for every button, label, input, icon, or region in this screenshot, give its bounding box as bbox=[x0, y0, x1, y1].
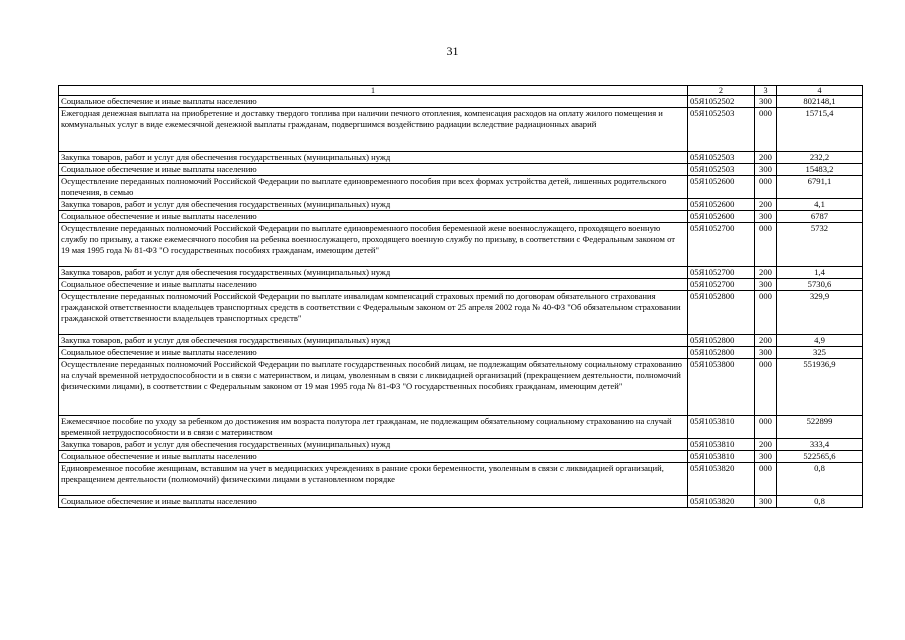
row-amount-cell: 15715,4 bbox=[777, 108, 863, 152]
table-row bbox=[59, 211, 863, 223]
page-number: 31 bbox=[446, 44, 459, 58]
row-name-cell: Закупка товаров, работ и услуг для обеспечения государственных (муниципальных) нужд bbox=[59, 439, 688, 451]
table-row bbox=[59, 223, 863, 267]
row-amount-cell: 4,9 bbox=[777, 335, 863, 347]
row-amount-cell: 522899 bbox=[777, 416, 863, 439]
row-expense-type-cell: 000 bbox=[755, 463, 777, 496]
table-row bbox=[59, 335, 863, 347]
row-amount-cell: 232,2 bbox=[777, 152, 863, 164]
table-row bbox=[59, 152, 863, 164]
row-expense-type-cell: 200 bbox=[755, 152, 777, 164]
table-row bbox=[59, 463, 863, 496]
row-name-cell: Ежемесячное пособие по уходу за ребенком до достижения им возраста полутора лет гражданам, не подлежащим обязательному социальному страхованию на случай временной нетрудоспособности и в связи с материнством bbox=[59, 416, 688, 439]
row-code-cell: 05Я1053820 bbox=[688, 496, 755, 508]
row-code-cell: 05Я1052503 bbox=[688, 152, 755, 164]
row-code-cell: 05Я1052502 bbox=[688, 96, 755, 108]
row-amount-cell: 522565,6 bbox=[777, 451, 863, 463]
row-expense-type-cell: 200 bbox=[755, 267, 777, 279]
column-header-expense-type: 3 bbox=[755, 86, 777, 96]
header-row bbox=[59, 86, 863, 96]
row-expense-type-cell: 300 bbox=[755, 211, 777, 223]
table-row bbox=[59, 279, 863, 291]
row-code-cell: 05Я1053810 bbox=[688, 439, 755, 451]
table-row bbox=[59, 291, 863, 335]
row-expense-type-cell: 000 bbox=[755, 176, 777, 199]
table-row bbox=[59, 164, 863, 176]
column-header-amount: 4 bbox=[777, 86, 863, 96]
row-name-cell: Закупка товаров, работ и услуг для обеспечения государственных (муниципальных) нужд bbox=[59, 152, 688, 164]
row-amount-cell: 5730,6 bbox=[777, 279, 863, 291]
row-amount-cell: 15483,2 bbox=[777, 164, 863, 176]
table-row bbox=[59, 347, 863, 359]
row-code-cell: 05Я1052800 bbox=[688, 291, 755, 335]
row-amount-cell: 333,4 bbox=[777, 439, 863, 451]
row-code-cell: 05Я1052503 bbox=[688, 164, 755, 176]
row-expense-type-cell: 300 bbox=[755, 96, 777, 108]
row-amount-cell: 6791,1 bbox=[777, 176, 863, 199]
row-name-cell: Ежегодная денежная выплата на приобретение и доставку твердого топлива при наличии печного отопления, компенсация расходов на оплату жилого помещения и коммунальных услуг в виде ежемесячной денежной выплаты гражданам, подвергшимся воздействию радиации вследствие радиационных аварий bbox=[59, 108, 688, 152]
row-amount-cell: 551936,9 bbox=[777, 359, 863, 416]
row-code-cell: 05Я1052600 bbox=[688, 211, 755, 223]
table-row bbox=[59, 416, 863, 439]
row-name-cell: Осуществление переданных полномочий Российской Федерации по выплате государственных пособий лицам, не подлежащим обязательному социальному страхованию на случай временной нетрудоспособности и в связи с материнством, и лицам, уволенным в связи с ликвидацией организаций (прекращением деятельности, полномочий физическими лицами), в соответствии с Федеральным законом от 19 мая 1995 года № 81-ФЗ "О государственных пособиях гражданам, имеющим детей" bbox=[59, 359, 688, 416]
row-code-cell: 05Я1052700 bbox=[688, 267, 755, 279]
row-expense-type-cell: 000 bbox=[755, 223, 777, 267]
row-expense-type-cell: 300 bbox=[755, 279, 777, 291]
row-code-cell: 05Я1053810 bbox=[688, 416, 755, 439]
row-name-cell: Социальное обеспечение и иные выплаты населению bbox=[59, 96, 688, 108]
row-amount-cell: 329,9 bbox=[777, 291, 863, 335]
row-amount-cell: 5732 bbox=[777, 223, 863, 267]
row-code-cell: 05Я1053820 bbox=[688, 463, 755, 496]
table-row bbox=[59, 496, 863, 508]
row-code-cell: 05Я1052700 bbox=[688, 279, 755, 291]
row-amount-cell: 6787 bbox=[777, 211, 863, 223]
table-row bbox=[59, 359, 863, 416]
row-name-cell: Осуществление переданных полномочий Российской Федерации по выплате единовременного пособия при всех формах устройства детей, лишенных родительского попечения, в семью bbox=[59, 176, 688, 199]
row-name-cell: Социальное обеспечение и иные выплаты населению bbox=[59, 496, 688, 508]
row-amount-cell: 802148,1 bbox=[777, 96, 863, 108]
row-code-cell: 05Я1052503 bbox=[688, 108, 755, 152]
row-expense-type-cell: 000 bbox=[755, 359, 777, 416]
row-amount-cell: 0,8 bbox=[777, 496, 863, 508]
row-name-cell: Социальное обеспечение и иные выплаты населению bbox=[59, 164, 688, 176]
row-amount-cell: 0,8 bbox=[777, 463, 863, 496]
table-row bbox=[59, 199, 863, 211]
table-row bbox=[59, 451, 863, 463]
row-expense-type-cell: 300 bbox=[755, 496, 777, 508]
row-code-cell: 05Я1052600 bbox=[688, 199, 755, 211]
row-name-cell: Осуществление переданных полномочий Российской Федерации по выплате единовременного пособия беременной жене военнослужащего, проходящего военную службу по призыву, а также ежемесячного пособия на ребенка военнослужащего, проходящего военную службу по призыву, в соответствии с Федеральным законом от 19 мая 1995 года № 81-ФЗ "О государственных пособиях гражданам, имеющим детей" bbox=[59, 223, 688, 267]
row-code-cell: 05Я1053810 bbox=[688, 451, 755, 463]
row-expense-type-cell: 200 bbox=[755, 199, 777, 211]
row-expense-type-cell: 000 bbox=[755, 108, 777, 152]
row-expense-type-cell: 000 bbox=[755, 416, 777, 439]
table-row bbox=[59, 439, 863, 451]
row-name-cell: Социальное обеспечение и иные выплаты населению bbox=[59, 279, 688, 291]
row-name-cell: Единовременное пособие женщинам, вставшим на учет в медицинских учреждениях в ранние сроки беременности, уволенным в связи с ликвидацией организаций, прекращением деятельности (полномочий) физическими лицами в установленном порядке bbox=[59, 463, 688, 496]
row-name-cell: Осуществление переданных полномочий Российской Федерации по выплате инвалидам компенсаций страховых премий по договорам обязательного страхования гражданской ответственности владельцев транспортных средств в соответствии с Федеральным законом от 25 апреля 2002 года № 40-ФЗ "Об обязательном страховании гражданской ответственности владельцев транспортных средств" bbox=[59, 291, 688, 335]
table-row bbox=[59, 96, 863, 108]
row-name-cell: Закупка товаров, работ и услуг для обеспечения государственных (муниципальных) нужд bbox=[59, 199, 688, 211]
budget-table bbox=[58, 85, 863, 508]
row-code-cell: 05Я1052800 bbox=[688, 335, 755, 347]
column-header-code: 2 bbox=[688, 86, 755, 96]
table-row bbox=[59, 108, 863, 152]
row-amount-cell: 325 bbox=[777, 347, 863, 359]
row-expense-type-cell: 000 bbox=[755, 291, 777, 335]
row-name-cell: Закупка товаров, работ и услуг для обеспечения государственных (муниципальных) нужд bbox=[59, 267, 688, 279]
row-expense-type-cell: 300 bbox=[755, 451, 777, 463]
row-expense-type-cell: 300 bbox=[755, 164, 777, 176]
column-header-name: 1 bbox=[59, 86, 688, 96]
row-expense-type-cell: 200 bbox=[755, 335, 777, 347]
row-name-cell: Социальное обеспечение и иные выплаты населению bbox=[59, 211, 688, 223]
table-row bbox=[59, 176, 863, 199]
row-code-cell: 05Я1052600 bbox=[688, 176, 755, 199]
row-code-cell: 05Я1052800 bbox=[688, 347, 755, 359]
row-name-cell: Социальное обеспечение и иные выплаты населению bbox=[59, 347, 688, 359]
row-code-cell: 05Я1053800 bbox=[688, 359, 755, 416]
row-amount-cell: 1,4 bbox=[777, 267, 863, 279]
row-code-cell: 05Я1052700 bbox=[688, 223, 755, 267]
row-amount-cell: 4,1 bbox=[777, 199, 863, 211]
row-expense-type-cell: 300 bbox=[755, 347, 777, 359]
table-row bbox=[59, 267, 863, 279]
row-expense-type-cell: 200 bbox=[755, 439, 777, 451]
row-name-cell: Закупка товаров, работ и услуг для обеспечения государственных (муниципальных) нужд bbox=[59, 335, 688, 347]
row-name-cell: Социальное обеспечение и иные выплаты населению bbox=[59, 451, 688, 463]
